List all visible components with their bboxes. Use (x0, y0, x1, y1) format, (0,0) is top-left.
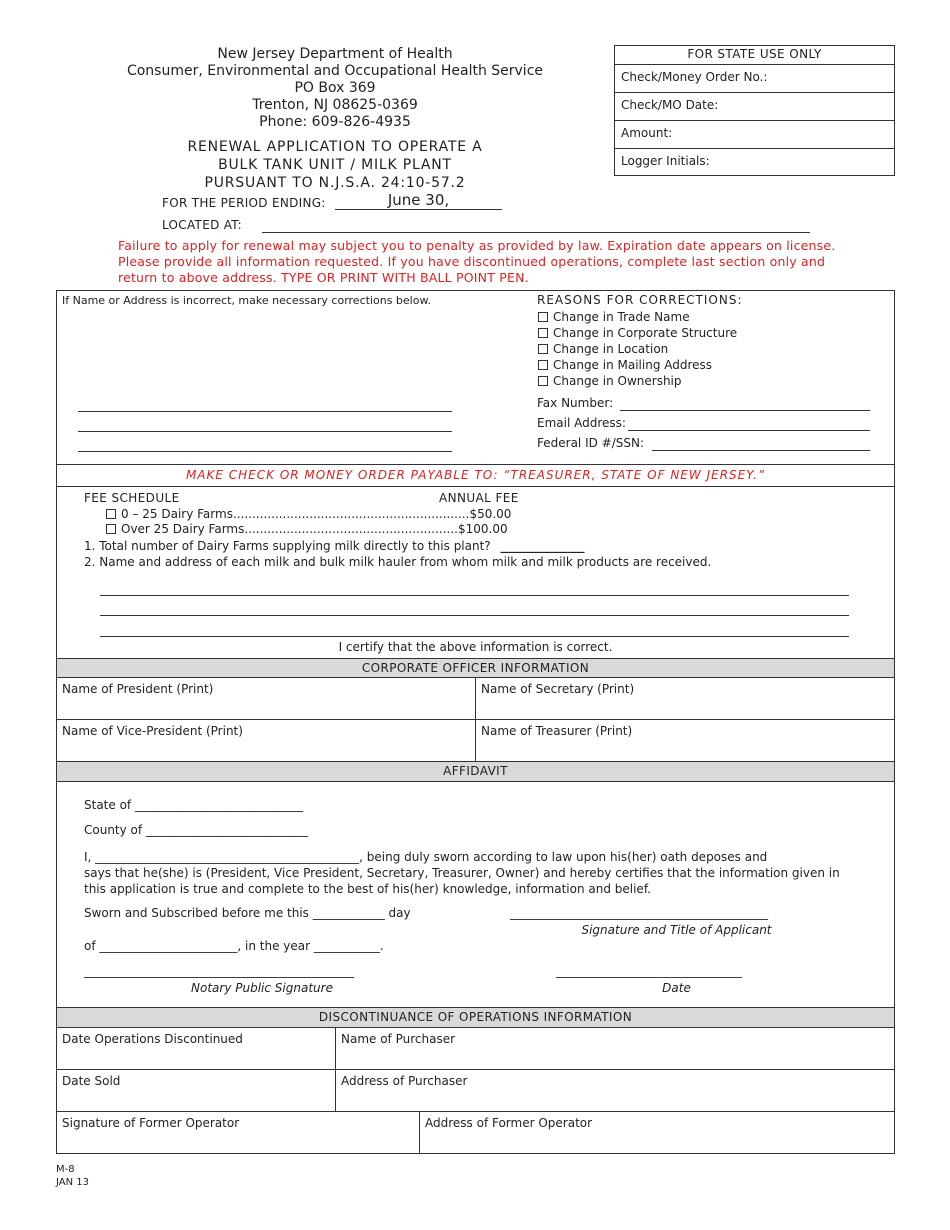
question-dairy-farms (84, 539, 585, 553)
purchaser-address-field[interactable] (335, 1069, 895, 1112)
fee-option-small[interactable] (106, 507, 511, 522)
checkbox[interactable] (106, 509, 116, 519)
president-label: Name of President (Print) (62, 682, 214, 696)
located-at-field[interactable] (262, 232, 810, 233)
affidavit-line3: this application is true and complete to the best of his(her) knowledge, information and belief. (84, 882, 651, 896)
form-title-line2: BULK TANK UNIT / MILK PLANT (218, 157, 452, 173)
form-footer (56, 1163, 89, 1189)
purchaser-address-label: Address of Purchaser (341, 1074, 468, 1088)
checkbox[interactable] (538, 376, 548, 386)
reasons-heading: REASONS FOR CORRECTIONS: (537, 293, 743, 307)
treasurer-label: Name of Treasurer (Print) (481, 724, 633, 738)
date-discontinued-field[interactable] (56, 1027, 336, 1070)
purchaser-name-label: Name of Purchaser (341, 1032, 456, 1046)
state-use-heading: FOR STATE USE ONLY (615, 46, 894, 65)
checkbox[interactable] (538, 344, 548, 354)
fee-option-label: 0 – 25 Dairy Farms..............................................................$50.00 (121, 507, 512, 521)
checkbox[interactable] (106, 524, 116, 534)
state-use-logger-initials: Logger Initials: (621, 154, 710, 168)
notary-date-caption: Date (662, 981, 691, 995)
form-revision-date: JAN 13 (56, 1177, 89, 1188)
state-use-check-no: Check/Money Order No.: (615, 65, 894, 93)
state-use-amount: Amount: (615, 121, 894, 149)
notice-line2: Please provide all information requested. If you have discontinued operations, complete last section only and (118, 254, 826, 269)
federal-id-field[interactable] (652, 450, 870, 451)
applicant-signature-caption: Signature and Title of Applicant (581, 923, 772, 937)
reason-mailing-address[interactable] (538, 357, 737, 373)
former-operator-signature-field[interactable] (56, 1111, 420, 1154)
correction-line-1[interactable] (78, 411, 452, 412)
reason-label: Change in Trade Name (553, 310, 690, 324)
reason-label: Change in Mailing Address (553, 358, 713, 372)
secretary-name-field[interactable] (475, 677, 895, 720)
email-label: Email Address: (537, 416, 626, 430)
fee-option-large[interactable] (106, 522, 511, 537)
form-title-line3: PURSUANT TO N.J.S.A. 24:10-57.2 (204, 175, 466, 191)
reason-location[interactable] (538, 341, 737, 357)
vice-president-name-field[interactable] (56, 719, 476, 762)
sworn-statement[interactable]: Sworn and Subscribed before me this ____________ day (84, 906, 411, 920)
correction-line-2[interactable] (78, 431, 452, 432)
reason-corporate-structure[interactable] (538, 325, 737, 341)
form-title-line1: RENEWAL APPLICATION TO OPERATE A (187, 139, 483, 155)
reasons-list (538, 309, 737, 389)
president-name-field[interactable] (56, 677, 476, 720)
checkbox[interactable] (538, 312, 548, 322)
notary-date-line[interactable]: _______________________________ (556, 964, 742, 978)
hauler-line-1[interactable] (100, 595, 849, 596)
correction-line-3[interactable] (78, 451, 452, 452)
state-use-box (614, 45, 895, 176)
former-operator-address-field[interactable] (419, 1111, 895, 1154)
notice-line1: Failure to apply for renewal may subject you to penalty as provided by law. Expiration date appears on license. (118, 238, 836, 253)
fee-schedule-heading: FEE SCHEDULE (84, 491, 180, 505)
sworn-date-line[interactable]: of _______________________, in the year ___________. (84, 939, 384, 953)
form-title (150, 138, 520, 192)
notary-signature-caption: Notary Public Signature (191, 981, 333, 995)
renewal-notice (118, 238, 848, 286)
checkbox[interactable] (538, 360, 548, 370)
period-ending-field[interactable] (335, 191, 502, 210)
period-ending-label: FOR THE PERIOD ENDING: (162, 196, 326, 210)
reason-trade-name[interactable] (538, 309, 737, 325)
purchaser-name-field[interactable] (335, 1027, 895, 1070)
hauler-line-3[interactable] (100, 636, 849, 637)
reason-label: Change in Corporate Structure (553, 326, 738, 340)
treasurer-name-field[interactable] (475, 719, 895, 762)
secretary-label: Name of Secretary (Print) (481, 682, 635, 696)
fax-field[interactable] (620, 410, 870, 411)
dairy-farms-count-field[interactable]: ______________ (500, 539, 585, 553)
email-field[interactable] (628, 430, 870, 431)
notice-line3: return to above address. TYPE OR PRINT WITH BALL POINT PEN. (118, 270, 529, 285)
affidavit-heading: AFFIDAVIT (56, 761, 895, 782)
agency-header (100, 46, 570, 131)
fee-option-label: Over 25 Dairy Farms........................................................$100.00 (121, 522, 508, 536)
fax-label: Fax Number: (537, 396, 614, 410)
payable-instruction: MAKE CHECK OR MONEY ORDER PAYABLE TO: “TREASURER, STATE OF NEW JERSEY.” (185, 468, 766, 482)
date-discontinued-label: Date Operations Discontinued (62, 1032, 243, 1046)
annual-fee-heading: ANNUAL FEE (439, 491, 519, 505)
agency-po-box: PO Box 369 (294, 80, 376, 96)
reason-label: Change in Location (553, 342, 669, 356)
state-use-check-date: Check/MO Date: (615, 93, 894, 121)
date-sold-field[interactable] (56, 1069, 336, 1112)
certify-statement: I certify that the above information is correct. (338, 640, 613, 654)
vice-president-label: Name of Vice-President (Print) (62, 724, 243, 738)
payable-bar (56, 464, 895, 487)
correction-instruction: If Name or Address is incorrect, make necessary corrections below. (62, 294, 431, 307)
applicant-signature-line[interactable]: ___________________________________________ (510, 906, 768, 920)
affidavit-statement (84, 849, 874, 897)
former-operator-signature-label: Signature of Former Operator (62, 1116, 240, 1130)
affidavit-state[interactable]: State of ____________________________ (84, 798, 303, 812)
federal-id-label: Federal ID #/SSN: (537, 436, 645, 450)
agency-phone: Phone: 609-826-4935 (259, 114, 411, 130)
officers-heading: CORPORATE OFFICER INFORMATION (56, 658, 895, 678)
former-operator-address-label: Address of Former Operator (425, 1116, 593, 1130)
hauler-line-2[interactable] (100, 615, 849, 616)
affidavit-line2: says that he(she) is (President, Vice President, Secretary, Treasurer, Owner) and hereby certifies that the information given in (84, 866, 840, 880)
reason-ownership[interactable] (538, 373, 737, 389)
reason-label: Change in Ownership (553, 374, 682, 388)
question-dairy-farms-text: 1. Total number of Dairy Farms supplying milk directly to this plant? (84, 539, 491, 553)
located-at-label: LOCATED AT: (162, 218, 242, 232)
date-sold-label: Date Sold (62, 1074, 121, 1088)
checkbox[interactable] (538, 328, 548, 338)
agency-division: Consumer, Environmental and Occupational Health Service (126, 63, 544, 79)
period-ending-value: June 30, (387, 191, 450, 209)
notary-signature-line[interactable]: _____________________________________________ (84, 964, 354, 978)
affidavit-county[interactable]: County of ___________________________ (84, 823, 308, 837)
question-haulers: 2. Name and address of each milk and bulk milk hauler from whom milk and milk products are received. (84, 555, 712, 569)
form-number: M-8 (56, 1164, 75, 1175)
discontinuance-heading: DISCONTINUANCE OF OPERATIONS INFORMATION (56, 1007, 895, 1028)
affidavit-line1[interactable]: I, ____________________________________________, being duly sworn according to law upon his(her) oath deposes and (84, 850, 768, 864)
agency-name: New Jersey Department of Health (217, 46, 453, 62)
agency-city: Trenton, NJ 08625-0369 (252, 97, 418, 113)
fee-options (106, 507, 511, 537)
